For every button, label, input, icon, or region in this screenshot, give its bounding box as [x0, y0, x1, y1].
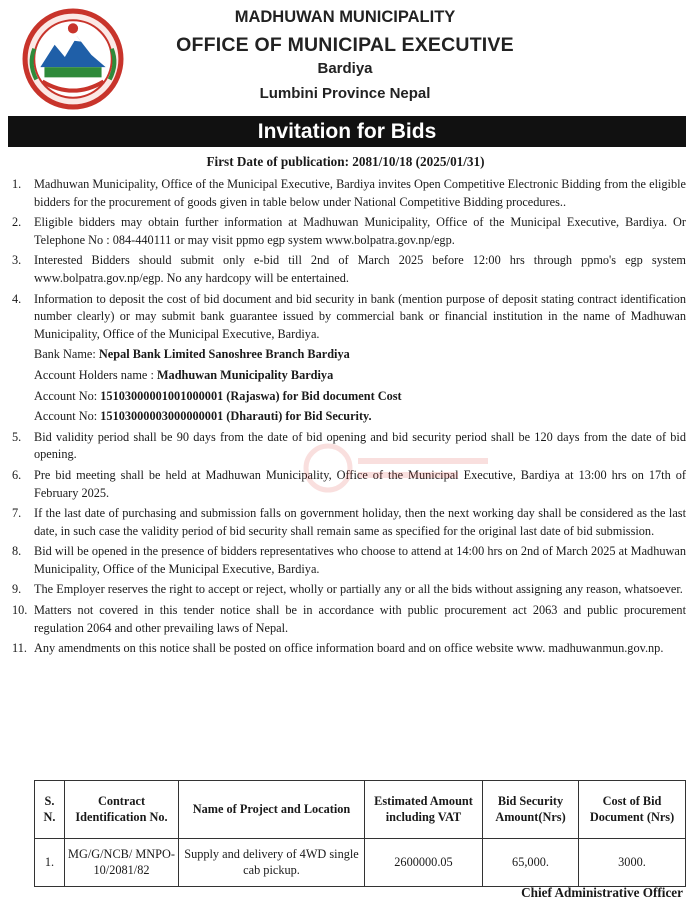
bank-name-line: [12, 346, 686, 364]
account-number-revenue: 15103000001001000001 (Rajaswa) for Bid document Cost: [100, 388, 402, 403]
account-number-line: [12, 408, 686, 426]
clause-text: Matters not covered in this tender notice shall be in accordance with public procurement act 2063 and public procurement regulation 2064 and other prevailing laws of Nepal.: [34, 603, 686, 635]
col-header-estimated-amount: Estimated Amount including VAT: [365, 781, 483, 839]
bid-table: [34, 780, 686, 887]
clause-text: Eligible bidders may obtain further information at Madhuwan Municipality, Office of the Municipal Executive, Bardiya. Or Telephone No : 084-440111 or may visit ppmo egp system www.bolpatra.gov.np/egp.: [34, 215, 686, 247]
cell-contract-id: MG/G/NCB/ MNPO-10/2081/82: [65, 839, 179, 887]
clause-text: Any amendments on this notice shall be posted on office information board and on office website www. madhuwanmun.gov.np.: [34, 641, 664, 656]
table-header-row: [35, 781, 686, 839]
clause-text: Information to deposit the cost of bid document and bid security in bank (mention purpose of deposit stating contract identification number clearly) or may submit bank guarantee issued by commercial bank or financial institution in the name of Madhuwan Municipality, Office of the Municipal Executive, Bardiya.: [34, 291, 686, 341]
clause-text: Bid validity period shall be 90 days from the date of bid opening and bid security period shall be 120 days from the date of bid opening.: [34, 429, 686, 462]
clause-item: [12, 505, 686, 540]
clause-text: Interested Bidders should submit only e-bid till 2nd of March 2025 before 12:00 hrs through ppmo's egp system www.bolpatra.gov.np/egp. No any hardcopy will be entertained.: [34, 253, 686, 285]
cell-project: Supply and delivery of 4WD single cab pickup.: [179, 839, 365, 887]
clause-item: [12, 252, 686, 287]
clause-number: 4.: [12, 291, 22, 306]
municipality-name: MADHUWAN MUNICIPALITY: [234, 8, 456, 26]
clause-item: [12, 602, 686, 637]
clause-item: [12, 429, 686, 464]
clause-text: Pre bid meeting shall be held at Madhuwan Municipality, Office of the Municipal Executive, Bardiya at 13:00 hrs on 17th of February 2025.: [34, 467, 686, 500]
clause-number: 3.: [12, 253, 22, 268]
publication-date: First Date of publication: 2081/10/18 (2025/01/31): [206, 154, 485, 169]
col-header-sn: S. N.: [35, 781, 65, 839]
province-name: Lumbini Province Nepal: [259, 85, 431, 102]
cell-bid-security: 65,000.: [483, 839, 579, 887]
letterhead: [0, 0, 691, 116]
notice-title: Invitation for Bids: [8, 116, 686, 147]
clause-number: 6.: [12, 467, 22, 482]
account-number-label: Account No:: [34, 409, 98, 424]
clause-item: [12, 176, 686, 211]
clause-item: [12, 640, 686, 658]
cell-document-cost: 3000.: [579, 839, 686, 887]
col-header-project: Name of Project and Location: [179, 781, 365, 839]
clause-number: 7.: [12, 506, 22, 521]
col-header-bid-security: Bid Security Amount(Nrs): [483, 781, 579, 839]
col-header-contract-id: Contract Identification No.: [65, 781, 179, 839]
clause-item: [12, 467, 686, 502]
office-name: OFFICE OF MUNICIPAL EXECUTIVE: [176, 34, 514, 56]
account-holder-label: Account Holders name :: [34, 367, 154, 382]
clause-number: 8.: [12, 544, 22, 559]
clause-item: [12, 214, 686, 249]
bank-name-label: Bank Name:: [34, 347, 96, 362]
clause-text: The Employer reserves the right to accept or reject, wholly or partially any or all the bids without assigning any reason, whatsoever.: [34, 582, 683, 597]
municipality-emblem-icon: [22, 8, 124, 110]
bank-name: Nepal Bank Limited Sanoshree Branch Bardiya: [98, 347, 350, 362]
clause-text: If the last date of purchasing and submission falls on government holiday, then the next working day shall be considered as the last date, in such case the validity period of bid security shall remain same as specified for the original last date of bid submission.: [34, 506, 686, 538]
clause-text: Bid will be opened in the presence of bidders representatives who choose to attend at 14:00 hrs on 2nd of March 2025 at Madhuwan Municipality, Office of the Municipal Executive, Bardiya.: [34, 544, 686, 576]
clause-number: 10.: [12, 603, 28, 618]
account-holder-line: [12, 367, 686, 385]
clause-text: Madhuwan Municipality, Office of the Municipal Executive, Bardiya invites Open Competitive Electronic Bidding from the eligible bidders for the procurement of goods given in table below under National Competitive Bidding procedures..: [34, 177, 686, 209]
account-number-label: Account No:: [34, 388, 98, 403]
clause-item: [12, 581, 686, 599]
clause-item: [12, 543, 686, 578]
clause-number: 1.: [12, 177, 22, 191]
account-number-line: [12, 388, 686, 406]
clause-number: 5.: [12, 429, 22, 444]
district-name: Bardiya: [317, 60, 373, 77]
col-header-document-cost: Cost of Bid Document (Nrs): [579, 781, 686, 839]
account-holder: Madhuwan Municipality Bardiya: [156, 367, 334, 382]
clause-number: 9.: [12, 582, 22, 597]
cell-sn: 1.: [35, 839, 65, 887]
account-number-deposit: 15103000003000000001 (Dharauti) for Bid Security.: [100, 409, 372, 424]
signatory-title: Chief Administrative Officer: [521, 885, 683, 900]
clause-item: [12, 291, 686, 344]
clause-list: [12, 176, 686, 661]
clause-number: 11.: [12, 641, 27, 656]
cell-estimated-amount: 2600000.05: [365, 839, 483, 887]
table-row: [35, 839, 686, 887]
clause-number: 2.: [12, 215, 22, 230]
